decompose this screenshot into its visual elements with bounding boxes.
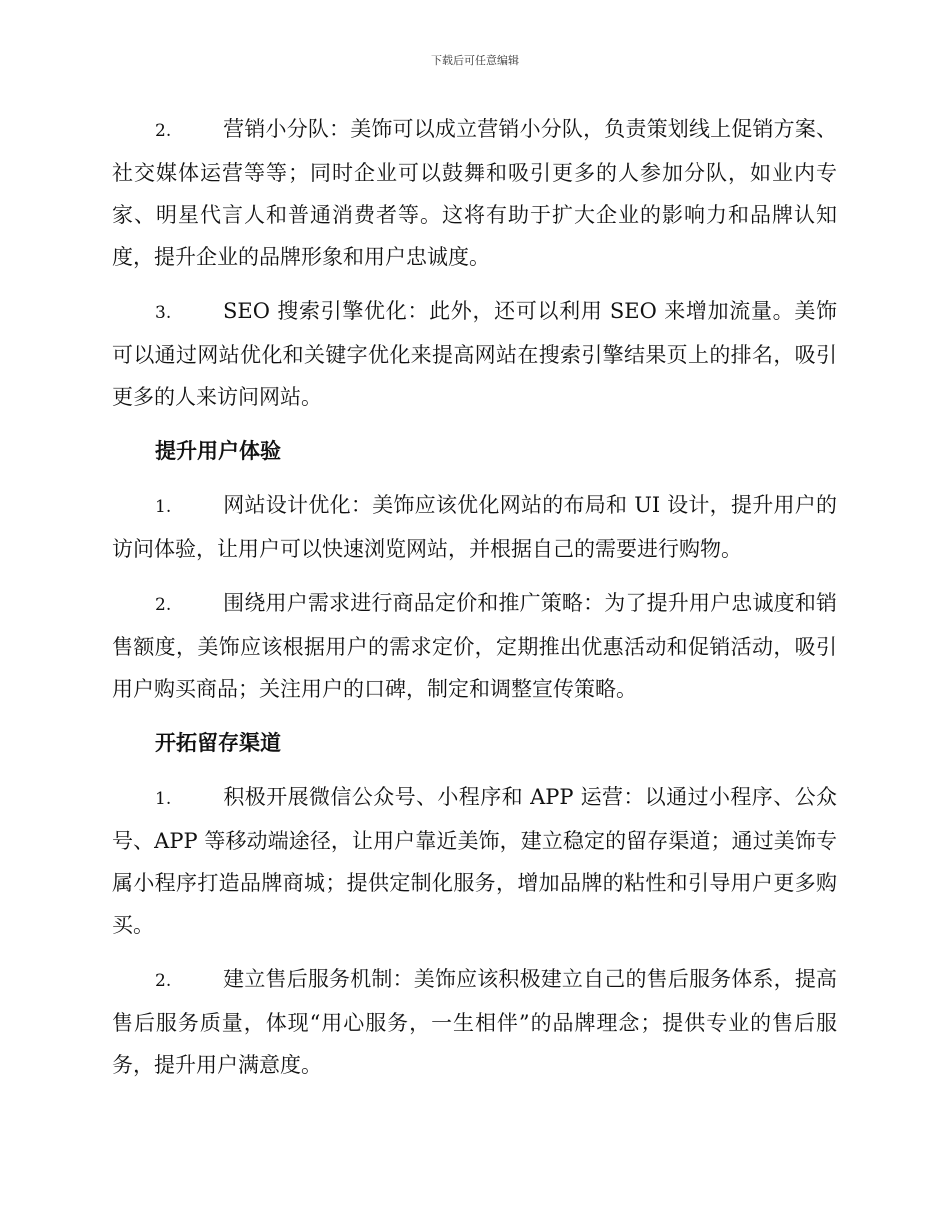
list-item [112,958,837,1086]
list-item-number: 2. [155,595,172,615]
list-item [112,582,837,710]
document-body [112,108,837,1098]
list-item [112,776,837,946]
list-item-text: 积极开展微信公众号、小程序和 APP 运营：以通过小程序、公众号、APP 等移动端途径，让用户靠近美饰，建立稳定的留存渠道；通过美饰专属小程序打造品牌商城；提供定制化服务，增加品牌的粘性和引导用户更多购买。 [112,785,837,937]
page-header: 下载后可任意编辑 [431,54,519,67]
list-item [112,108,837,278]
list-item-text: 建立售后服务机制：美饰应该积极建立自己的售后服务体系，提高售后服务质量，体现“用心服务，一生相伴”的品牌理念；提供专业的售后服务，提升用户满意度。 [112,967,837,1077]
list-item [112,290,837,418]
list-item [112,484,837,570]
list-item-number: 1. [155,789,172,809]
list-item-text: 营销小分队：美饰可以成立营销小分队，负责策划线上促销方案、社交媒体运营等等；同时企业可以鼓舞和吸引更多的人参加分队，如业内专家、明星代言人和普通消费者等。这将有助于扩大企业的影响力和品牌认知度，提升企业的品牌形象和用户忠诚度。 [112,117,837,269]
list-item-text: 围绕用户需求进行商品定价和推广策略：为了提升用户忠诚度和销售额度，美饰应该根据用户的需求定价，定期推出优惠活动和促销活动，吸引用户购买商品；关注用户的口碑，制定和调整宣传策略。 [112,591,837,701]
section-heading: 开拓留存渠道 [155,730,281,755]
list-item-text: SEO 搜索引擎优化：此外，还可以利用 SEO 来增加流量。美饰可以通过网站优化和关键字优化来提高网站在搜索引擎结果页上的排名，吸引更多的人来访问网站。 [112,299,837,409]
list-item-number: 2. [155,121,172,141]
section-heading: 提升用户体验 [155,438,281,463]
list-item-number: 1. [155,497,172,517]
list-item-text: 网站设计优化：美饰应该优化网站的布局和 UI 设计，提升用户的访问体验，让用户可以快速浏览网站，并根据自己的需要进行购物。 [112,493,837,561]
list-item-number: 3. [155,303,172,323]
list-item-number: 2. [155,971,172,991]
